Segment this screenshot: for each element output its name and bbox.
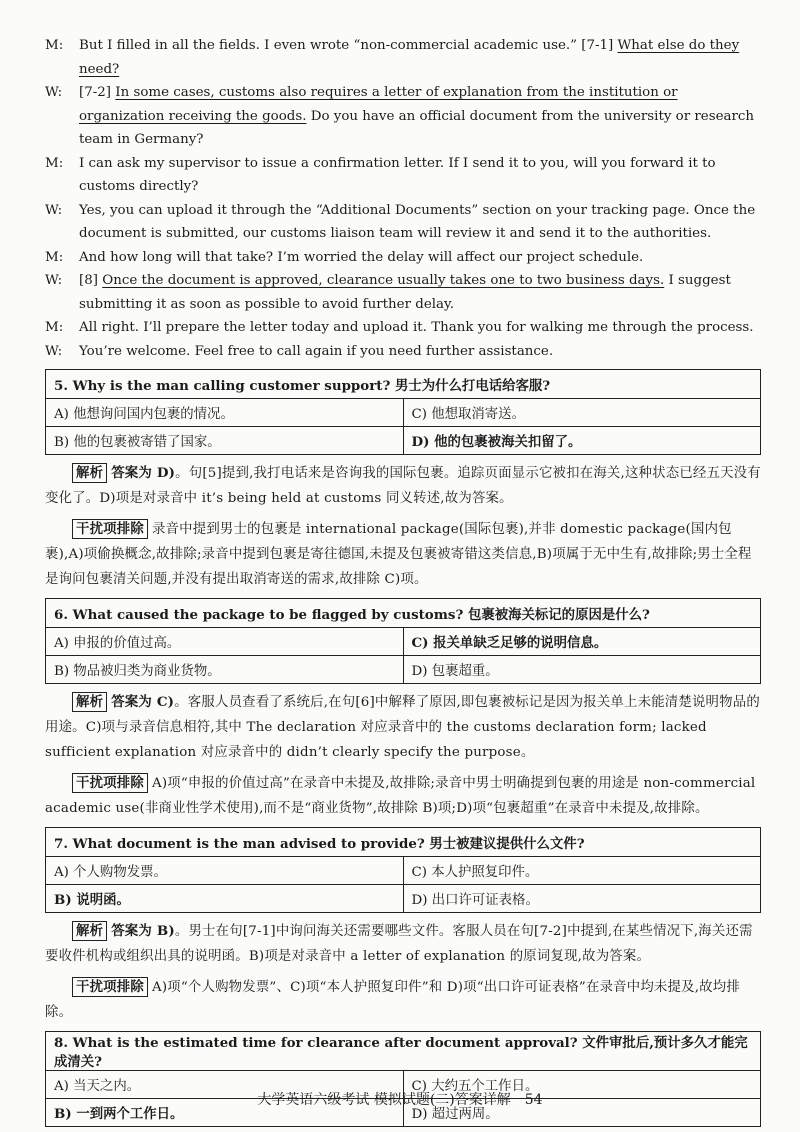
- analysis-paragraph: 解析 答案为 B)。男士在句[7-1]中询问海关还需要哪些文件。客服人员在句[7-2]中提到,在某些情况下,海关还需要收件机构或组织出具的说明函。B)项是对录音中 a letter of explanation 的原词复现,故为答案。: [45, 923, 753, 964]
- dialogue-line: M: And how long will that take? I’m worried the delay will affect our project schedule.: [45, 246, 761, 270]
- option-d-correct: D) 他的包裹被海关扣留了。: [403, 427, 761, 455]
- option-a: A) 个人购物发票。: [46, 857, 404, 885]
- analysis-tag: 解析: [72, 692, 107, 712]
- underlined-cue: What else do they need?: [79, 38, 740, 77]
- speaker-label: M:: [45, 320, 64, 335]
- option-c: C) 大约五个工作日。: [403, 1071, 761, 1099]
- option-d: D) 超过两周。: [403, 1099, 761, 1127]
- answer-lead: 答案为 D): [111, 465, 176, 481]
- option-c: C) 本人护照复印件。: [403, 857, 761, 885]
- distractor-tag: 干扰项排除: [72, 773, 148, 793]
- analysis-paragraph: 解析 答案为 D)。句[5]提到,我打电话来是咨询我的国际包裹。追踪页面显示它被扣在海关,这种状态已经五天没有变化了。D)项是对录音中 it’s being held at customs 同义转述,故为答案。: [45, 465, 761, 506]
- speaker-label: W:: [45, 202, 63, 218]
- question-stem: 8. What is the estimated time for clearance after document approval? 文件审批后,预计多久才能完成清关?: [46, 1032, 761, 1071]
- analysis-tag: 解析: [72, 921, 107, 941]
- option-b: B) 他的包裹被寄错了国家。: [46, 427, 404, 455]
- dialogue-transcript: [45, 34, 761, 363]
- question-stem: 7. What document is the man advised to provide? 男士被建议提供什么文件?: [46, 828, 761, 857]
- speaker-label: M:: [45, 38, 64, 53]
- footer-title: 大学英语六级考试 模拟试题(二)答案详解: [257, 1092, 511, 1108]
- dialogue-line: M: I can ask my supervisor to issue a confirmation letter. If I send it to you, will you forward it to customs directly?: [45, 152, 761, 199]
- dialogue-line: M: All right. I’ll prepare the letter today and upload it. Thank you for walking me through the process.: [45, 316, 761, 340]
- page-number: 54: [524, 1092, 543, 1108]
- speaker-label: W:: [45, 85, 63, 100]
- distractor-tag: 干扰项排除: [72, 977, 148, 997]
- underlined-cue: In some cases, customs also requires a letter of explanation from the institution or organization receiving the goods.: [79, 85, 678, 124]
- speaker-label: M:: [45, 249, 64, 265]
- answer-lead: 答案为 C): [111, 694, 175, 710]
- page-footer: [0, 1089, 800, 1109]
- question-6-table: [45, 598, 761, 684]
- question-stem: 6. What caused the package to be flagged by customs? 包裹被海关标记的原因是什么?: [46, 599, 761, 628]
- question-stem: 5. Why is the man calling customer support? 男士为什么打电话给客服?: [46, 370, 761, 399]
- option-a: A) 申报的价值过高。: [46, 628, 404, 656]
- speaker-label: W:: [45, 273, 63, 288]
- option-d: D) 出口许可证表格。: [403, 885, 761, 913]
- option-b: B) 物品被归类为商业货物。: [46, 656, 404, 684]
- answer-page: [45, 34, 761, 1127]
- speaker-label: M:: [45, 155, 64, 171]
- distractor-paragraph: 干扰项排除 录音中提到男士的包裹是 international package(国际包裹),并非 domestic package(国内包裹),A)项偷换概念,故排除;录音中提到包裹是寄往德国,未提及包裹被寄错这类信息,B)项属于无中生有,故排除;男士全程是询问包裹清关问题,并没有提出取消寄送的需求,故排除 C)项。: [45, 521, 752, 587]
- distractor-tag: 干扰项排除: [72, 519, 148, 539]
- underlined-cue: Once the document is approved, clearance usually takes one to two business days.: [102, 273, 665, 288]
- analysis-paragraph: 解析 答案为 C)。客服人员查看了系统后,在句[6]中解释了原因,即包裹被标记是因为报关单上未能清楚说明物品的用途。C)项与录音信息相符,其中 The declaration 对应录音中的 the customs declaration form; lacked sufficient explanation 对应录音中的 didn’t clearly specify the purpose。: [45, 694, 760, 760]
- distractor-paragraph: 干扰项排除 A)项“申报的价值过高”在录音中未提及,故排除;录音中男士明确提到包裹的用途是 non-commercial academic use(非商业性学术使用),而不是“商业货物”,故排除 B)项;D)项“包裹超重”在录音中未提及,故排除。: [45, 775, 756, 816]
- speaker-label: W:: [45, 343, 63, 359]
- dialogue-line: W: You’re welcome. Feel free to call again if you need further assistance.: [45, 340, 761, 364]
- dialogue-line: M: But I filled in all the fields. I even wrote “non-commercial academic use.” [7-1] What else do they need?: [45, 34, 761, 81]
- option-c-correct: C) 报关单缺乏足够的说明信息。: [403, 628, 761, 656]
- answer-lead: 答案为 B): [111, 923, 175, 939]
- option-a: A) 他想询问国内包裹的情况。: [46, 399, 404, 427]
- distractor-paragraph: 干扰项排除 A)项“个人购物发票”、C)项“本人护照复印件”和 D)项“出口许可证表格”在录音中均未提及,故均排除。: [45, 979, 740, 1020]
- question-7-table: [45, 827, 761, 913]
- question-5-table: [45, 369, 761, 455]
- dialogue-line: W: Yes, you can upload it through the “Additional Documents” section on your tracking page. Once the document is submitted, our customs liaison team will review it and send it to the authorities.: [45, 199, 761, 246]
- option-c: C) 他想取消寄送。: [403, 399, 761, 427]
- dialogue-line: W: [7-2] In some cases, customs also requires a letter of explanation from the institution or organization receiving the goods. Do you have an official document from the university or research team in Germany?: [45, 81, 761, 152]
- dialogue-line: W: [8] Once the document is approved, clearance usually takes one to two business days. I suggest submitting it as soon as possible to avoid further delay.: [45, 269, 761, 316]
- option-d: D) 包裹超重。: [403, 656, 761, 684]
- option-b-correct: B) 说明函。: [46, 885, 404, 913]
- question-8-table: [45, 1031, 761, 1127]
- option-b-correct: B) 一到两个工作日。: [46, 1099, 404, 1127]
- analysis-tag: 解析: [72, 463, 107, 483]
- option-a: A) 当天之内。: [46, 1071, 404, 1099]
